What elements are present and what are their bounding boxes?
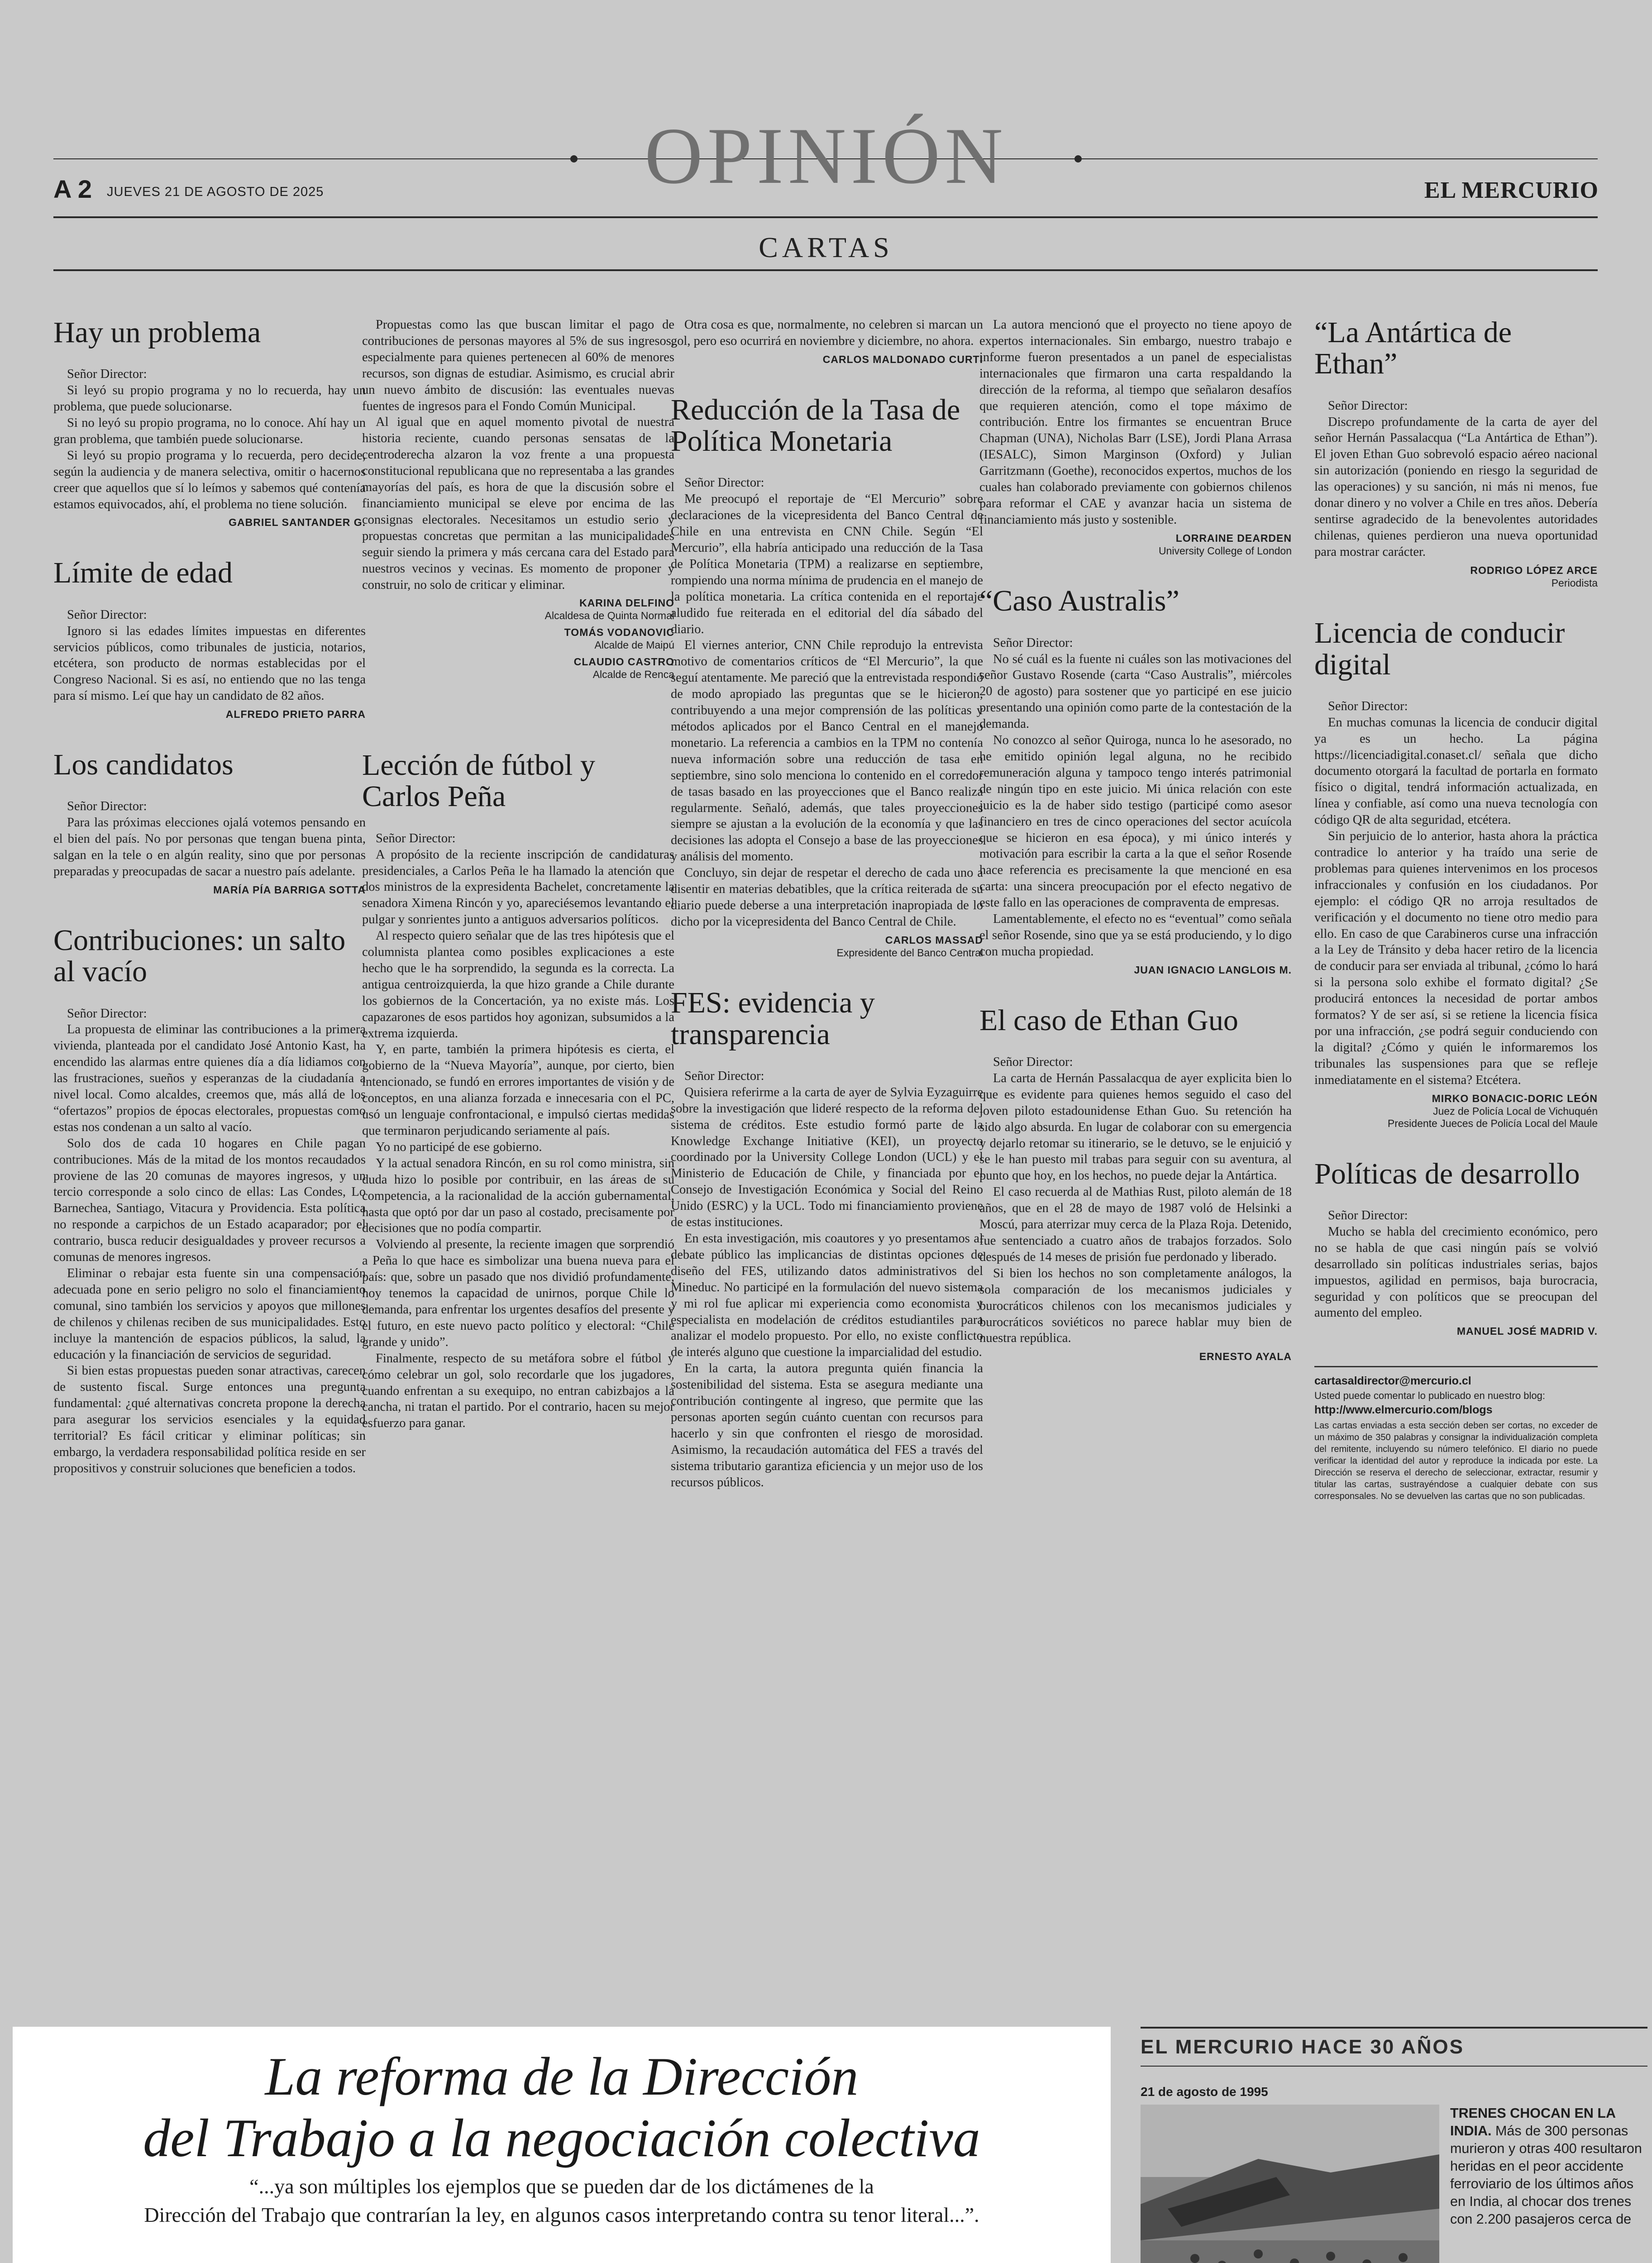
- letter-continued: [979, 317, 1292, 557]
- letter-title: El caso de Ethan Guo: [979, 1003, 1238, 1037]
- contact-blog-link[interactable]: http://www.elmercurio.com/blogs: [1314, 1403, 1493, 1416]
- letter-signature: GABRIEL SANTANDER G.: [229, 516, 366, 529]
- masthead: EL MERCURIO: [1424, 177, 1599, 203]
- letter: [1314, 1158, 1598, 1338]
- letter-signature-role: Juez de Policía Local de Vichuquén: [1432, 1105, 1598, 1117]
- contact-box: [1314, 1366, 1598, 1502]
- letter-signature: MARÍA PÍA BARRIGA SOTTA: [213, 883, 366, 896]
- issue-date: JUEVES 21 DE AGOSTO DE 2025: [107, 185, 324, 199]
- letter-paragraph: Yo no participé de ese gobierno.: [376, 1140, 542, 1154]
- letter-title: Hay un problema: [53, 316, 261, 349]
- item-30-text: [1450, 2105, 1645, 2228]
- spacer: [362, 709, 674, 750]
- letter-paragraph: El caso recuerda al de Mathias Rust, piloto alemán de 18 años, que en el 28 de mayo de 1987 voló de Helsinki a Moscú, para aterrizar muy cerca de la Plaza Roja. Detenido, fue sentenciado a cuatro años de trabajos forzados. Solo después de 14 meses de prisión fue perdonado y liberado.: [979, 1185, 1292, 1264]
- letter-salutation: Señor Director:: [67, 1006, 147, 1021]
- item-30-head: TRENES CHOCAN EN LA INDIA.: [1450, 2105, 1615, 2139]
- letter-signature: JUAN IGNACIO LANGLOIS M.: [1134, 964, 1292, 976]
- letter-paragraph: El viernes anterior, CNN Chile reprodujo la entrevista motivo de comentarios críticos de “El Mercurio”, la que seguí atentamente. Me pareció que la entrevistada respondió de modo apropiado las preguntas que se le hicieron, contribuyendo a una mejor comprensión de las políticas y métodos aplicados por el Banco Central en el manejo monetario. La referencia a cambios en la TPM no contenía nueva información sobre una reducción de tasa en septiembre, sino solo menciona lo contenido en el corredor de tasas basado en las proyecciones que el Banco realiza regularmente. Señaló, además, que tales proyecciones siempre se ajustan a la evolución de la economía y que las decisiones las adopta el Consejo a base de las proyecciones y análisis del momento.: [671, 638, 983, 864]
- letter-paragraph: La propuesta de eliminar las contribuciones a la primera vivienda, planteada por el candidato José Antonio Kast, ha encendido las alarmas entre quienes día a día lidiamos con las frustraciones, sueños y esperanzas de la ciudadanía a nivel local. Como alcaldes, creemos que, más allá de los “ofertazos” propios de épocas electorales, propuestas como estas nos condenan a un salto al vacío.: [53, 1022, 366, 1134]
- letter-paragraph: La autora mencionó que el proyecto no tiene apoyo de expertos internacionales. Sin embargo, nuestro trabajo e informe fueron presentados a un panel de especialistas internacionales que firmaron una carta respaldando la dirección de la reforma, al tiempo que señalaron desafíos que requieren atención, como el tope máximo de contribución. Entre los firmantes se encuentran Bruce Chapman (UNA), Nicholas Barr (LSE), Jordi Plana Arrasa (IESALC), Simon Marginson (Oxford) y Julian Garritzmann (Goethe), reconocidos expertos, muchos de los cuales han colaborado previamente con gobiernos chilenos para reformar el CAE y avanzar hacia un sistema de financiamiento más justo y sostenible.: [979, 318, 1292, 527]
- letter-title: Contribuciones: un salto al vacío: [53, 923, 346, 988]
- letter-paragraph: Discrepo profundamente de la carta de ayer del señor Hernán Passalacqua (“La Antártica de Ethan”). El joven Ethan Guo sobrevoló espacio aéreo nacional sin autorización (poniendo en riesgo la seguridad de las operaciones) y su sanción, ni más ni menos, fue donar dinero y no volver a Chile en tres años. Debería sentirse agradecido de la benevolentes autoridades chilenas, quienes perdieron una nueva oportunidad para mostrar carácter.: [1314, 415, 1598, 559]
- header-rule: [53, 216, 1598, 218]
- letter-salutation: Señor Director:: [376, 831, 456, 845]
- letter-signature-role: Alcaldesa de Quinta Normal: [544, 610, 674, 622]
- letter-signature: ALFREDO PRIETO PARRA: [225, 708, 366, 721]
- letter-paragraph: Lamentablemente, el efecto no es “eventual” como señala el señor Rosende, sino que ya se está produciendo, y lo digo con mucha propiedad.: [979, 912, 1292, 959]
- letter-title: Lección de fútbol y Carlos Peña: [362, 749, 595, 813]
- letter-continued: [362, 317, 674, 681]
- letter-signature: MIRKO BONACIC-DORIC LEÓN: [1432, 1092, 1598, 1104]
- letter-paragraph: Y la actual senadora Rincón, en su rol como ministra, sin duda hizo lo posible por contribuir, en las áreas de su competencia, a la racionalidad de la acción gubernamental, hasta que optó por dar un paso al costado, precisamente por decisiones que no podía compartir.: [362, 1156, 674, 1236]
- letter-signature: MANUEL JOSÉ MADRID V.: [1456, 1325, 1598, 1337]
- letter-title: “Caso Australis”: [979, 584, 1179, 618]
- feature-article: [13, 2027, 1111, 2263]
- letter: [1314, 317, 1598, 589]
- contact-rules: Las cartas enviadas a esta sección deben ser cortas, no exceder de un máximo de 350 palabras y consignar la individualización completa del remitente, incluyendo su número telefónico. El diario no puede verificar la identidad del autor y reproduce la indicada por este. La Dirección se reserva el derecho de seleccionar, extractar, resumir y titular las cartas, sustrayéndose a cualquier debate con sus corresponsales. No se devuelven las cartas que no son publicadas.: [1314, 1420, 1598, 1501]
- letter-salutation: Señor Director:: [1328, 699, 1408, 713]
- letter-signature-role: Alcalde de Renca: [592, 668, 674, 680]
- letter-signature: LORRAINE DEARDEN: [1175, 532, 1292, 544]
- letter-paragraph: Concluyo, sin dejar de respetar el derecho de cada uno a disentir en materias debatibles, que la crítica reiterada de su diario puede deberse a una interpretación inapropiada de lo dicho por la vicepresidenta del Banco Central de Chile.: [671, 866, 983, 929]
- letter-paragraph: No sé cuál es la fuente ni cuáles son las motivaciones del señor Gustavo Rosende (carta “Caso Australis”, miércoles 20 de agosto) para sostener que yo participé en ese juicio presentando una opinión como parte de la contestación de la demanda.: [979, 652, 1292, 731]
- letter: [979, 585, 1292, 976]
- sidebar-title: EL MERCURIO HACE 30 AÑOS: [1141, 2036, 1464, 2058]
- letters-column-1: [53, 317, 366, 1477]
- letter-signature-role: Alcalde de Maipú: [594, 639, 674, 651]
- letter-paragraph: Sin perjuicio de lo anterior, hasta ahora la práctica contradice lo anterior y ha traído una serie de problemas para quienes intervenimos en los procesos infraccionales y confusión en los ciudadanos. Por ejemplo: el código QR no arroja resultados de verificación y el documento no tiene otro medio para ello. En caso de que Carabineros curse una infracción a la Ley de Tránsito y deba hacer retiro de la licencia de conducir para ser enviada al tribunal, ¿cómo lo hará si la persona solo exhibe el formato digital? ¿Se producirá entonces la necesidad de portar ambos formatos? Y de ser así, si se retiene la licencia física por una infracción, ¿se podrá seguir conduciendo con la digital? ¿Cómo y quién le informaremos los tribunales las suspensiones para que se refleje inmediatamente en el sistema? Etcétera.: [1314, 829, 1598, 1087]
- header-bottom-rule: [53, 269, 1598, 271]
- date-30: 21 de agosto de 1995: [1141, 2085, 1268, 2099]
- letter-paragraph: La carta de Hernán Passalacqua de ayer explicita bien lo que es evidente para quienes hemos seguido el caso del joven piloto estadounidense Ethan Guo. Su retención ha sido algo absurda. En lugar de colaborar con su emergencia y dejarlo retomar su itinerario, se le detuvo, se le enjuició y se le han puesto mil trabas para seguir con su aventura, al punto que hoy, en los hechos, no puede dejar la Antártica.: [979, 1071, 1292, 1183]
- letter-salutation: Señor Director:: [1328, 1208, 1408, 1223]
- letter-signature: CLAUDIO CASTRO: [573, 655, 674, 668]
- letter-paragraph: A propósito de la reciente inscripción de candidaturas presidenciales, a Carlos Peña le ha llamado la atención que dos ministros de la expresidenta Bachelet, concretamente la senadora Ximena Rincón y yo, apareciésemos levantando el pulgar y sonrientes junto a antiguos adversarios políticos.: [362, 847, 674, 927]
- letter-signature-role: Expresidente del Banco Central: [836, 946, 983, 959]
- letter-paragraph: No conozco al señor Quiroga, nunca lo he asesorado, no he emitido opinión legal alguna, no he recibido remuneración alguna y tampoco tengo interés patrimonial de ningún tipo en este juicio. Mi única relación con este juicio es la de haber sido testigo (participé como asesor financiero en tres de cinco operaciones del sector acuícola que se hicieron en esa época), y mi único interés y motivación para escribir la carta a la que el señor Rosende hace referencia es precisamente la que mencioné en esa carta: una sincera preocupación por el efecto negativo de este fallo en las operaciones de compraventa de empresas.: [979, 733, 1292, 910]
- letter-title: Reducción de la Tasa de Política Monetaria: [671, 393, 960, 458]
- letter-paragraph: Si leyó su propio programa y no lo recuerda, hay un problema, que puede solucionarse.: [53, 383, 366, 414]
- letter-continued: [671, 317, 983, 366]
- letter-salutation: Señor Director:: [684, 476, 764, 490]
- letter-title: FES: evidencia y transparencia: [671, 986, 875, 1051]
- letter-paragraph: En esta investigación, mis coautores y yo presentamos al debate público las implicancias de distintas opciones de diseño del FES, utilizando datos administrativos del Mineduc. No participé en la formulación del nuevo sistema y mi rol fue aplicar mi experiencia como economista y especialista en modelación de créditos estudiantiles para analizar el modelo propuesto. Por ello, no existe conflicto de interés alguno que cuestione la imparcialidad del estudio.: [671, 1231, 983, 1360]
- letter-signature: RODRIGO LÓPEZ ARCE: [1470, 564, 1598, 576]
- letter-salutation: Señor Director:: [67, 367, 147, 382]
- item-30-body: Más de 300 personas murieron y otras 400 resultaron heridas en el peor accidente ferroviario de los últimos años en India, al chocar dos trenes con 2.200 pasajeros cerca de: [1450, 2123, 1642, 2227]
- letter-signature: CARLOS MASSAD: [885, 934, 983, 946]
- letter-title: Límite de edad: [53, 556, 233, 590]
- letter-paragraph: Otra cosa es que, normalmente, no celebren si marcan un gol, pero eso ocurrirá en noviembre y diciembre, no ahora.: [671, 318, 983, 348]
- letters-column-4: [979, 317, 1292, 1363]
- letters-column-3: [671, 317, 983, 1490]
- letter: [362, 750, 674, 1432]
- subsection-title: CARTAS: [759, 231, 893, 263]
- letter-paragraph: Para las próximas elecciones ojalá votemos pensando en el bien del país. No por personas que tengan buena pinta, salgan en la tele o en algún reality, sino que por personas preparadas y preocupadas de sacar a nuestro país adelante.: [53, 816, 366, 879]
- letter: [1314, 617, 1598, 1130]
- letter-title: “La Antártica de Ethan”: [1314, 316, 1512, 381]
- letter-title: Políticas de desarrollo: [1314, 1157, 1580, 1190]
- letter: [979, 1005, 1292, 1364]
- letter-salutation: Señor Director:: [67, 799, 147, 814]
- letter-salutation: Señor Director:: [684, 1069, 764, 1083]
- letter-salutation: Señor Director:: [1328, 398, 1408, 413]
- page-number: A 2: [53, 175, 92, 203]
- letter-signature: CARLOS MALDONADO CURTI: [822, 353, 983, 365]
- feature-title-line-1: La reforma de la Dirección: [265, 2046, 859, 2106]
- letter-paragraph: En muchas comunas la licencia de conducir digital ya es un hecho. La página https://licenciadigital.conaset.cl/ señala que dicho documento otorgará la facultad de portarla en formato físico o digital, tendrá información actualizada, en línea y confiable, así como una nueva tecnología con código QR de alta seguridad, etcétera.: [1314, 715, 1598, 827]
- letter-signature: KARINA DELFINO: [579, 597, 674, 609]
- train-wreck-icon: [1141, 2105, 1439, 2263]
- letter-signature: TOMÁS VODANOVIC: [564, 626, 674, 638]
- letter-paragraph: Si leyó su propio programa y lo recuerda, pero decide, según la audiencia y de manera selectiva, omitir o hacernos creer que aquellos que sí lo leímos y sabemos qué contenía estamos equivocados, ahí, el problema no tiene solución.: [53, 448, 366, 511]
- history-sidebar: [1141, 2027, 1647, 2263]
- letter: [53, 317, 366, 529]
- item-30-wrap: [1141, 2105, 1647, 2263]
- letter-paragraph: Y, en parte, también la primera hipótesis es cierta, el gobierno de la “Nueva Mayoría”, aunque, por cierto, bien intencionado, se fundó en errores importantes de visión y de conceptos, en una alianza forzada e innecesaria con el PC, usó un lenguaje confrontacional, e impulsó ciertas medidas que terminaron perjudicando seriamente al país.: [362, 1042, 674, 1138]
- train-photo: [1141, 2105, 1439, 2263]
- letter-paragraph: En la carta, la autora pregunta quién financia la sostenibilidad del sistema. Esta se asegura mediante una contribución contingente al ingreso, que permite que las personas aporten según cuánto cuentan con recursos para hacerlo y sin que confronten el riesgo de morosidad. Asimismo, la recaudación automática del FES a través del sistema tributario garantiza eficiencia y un mejor uso de los recursos públicos.: [671, 1361, 983, 1490]
- section-title: OPINIÓN: [645, 111, 1007, 201]
- letter-paragraph: Al igual que en aquel momento pivotal de nuestra historia reciente, cuando personas sensatas de la centroderecha alzaron la voz frente a una propuesta constitucional republicana que no representaba a las grandes mayorías del país, es hora de que la discusión sobre el financiamiento municipal se eleve por encima de las consignas electorales. Necesitamos un estudio serio y propuestas concretas que permitan a las municipalidades seguir siendo la primera y más cercana cara del Estado para nuestros vecinos y vecinas. Es momento de proponer y construir, no solo de criticar y eliminar.: [362, 415, 674, 592]
- letters-column-2: [362, 317, 674, 1432]
- contact-email[interactable]: cartasaldirector@mercurio.cl: [1314, 1375, 1471, 1388]
- sidebar-header: [1141, 2027, 1647, 2067]
- letter-paragraph: Volviendo al presente, la reciente imagen que sorprendió a Peña lo que hace es simbolizar una buena nueva para el país: que, sobre un pasado que nos dividió profundamente, hoy tenemos la capacidad de unirnos, porque Chile lo demanda, para enfrentar los urgentes desafíos del presente y el futuro, en este nuevo pacto político y electoral: “Chile grande y unido”.: [362, 1237, 674, 1349]
- contact-blog-intro: Usted puede comentar lo publicado en nuestro blog:: [1314, 1390, 1546, 1402]
- feature-dek-line-2: Dirección del Trabajo que contrarían la ley, en algunos casos interpretando contra su tenor literal...”.: [144, 2203, 979, 2226]
- letter-signature-role: Periodista: [1551, 577, 1598, 589]
- letter-signature-role: University College of London: [1158, 544, 1292, 557]
- letter-paragraph: Si no leyó su propio programa, no lo conoce. Ahí hay un gran problema, que también puede solucionarse.: [53, 416, 366, 446]
- letters-column-5: [1314, 317, 1598, 1502]
- letter-salutation: Señor Director:: [67, 607, 147, 622]
- letter-paragraph: Propuestas como las que buscan limitar el pago de contribuciones de personas mayores al 5% de sus ingresos, especialmente para quienes pertenecen al 60% de menores recursos, son dignas de estudiar. Asimismo, es crucial abrir un nuevo ámbito de discusión: las eventuales nuevas fuentes de ingresos para el Fondo Común Municipal.: [362, 318, 674, 413]
- letter-paragraph: Mucho se habla del crecimiento económico, pero no se habla de que casi ningún país se volvió desarrollado sin políticas industriales serias, bajos impuestos, agilidad en permisos, baja burocracia, seguridad y con políticos que se preocupan del aumento del empleo.: [1314, 1224, 1598, 1320]
- feature-dek: [58, 2172, 1065, 2229]
- letter-signature: ERNESTO AYALA: [1199, 1351, 1292, 1363]
- letter-paragraph: Finalmente, respecto de su metáfora sobre el fútbol y cómo celebrar un gol, solo recordarle que los jugadores, cuando enfrentan a su exequipo, no entran cabizbajos a la cancha, ni tratan el partido. Por el contrario, hacen su mejor esfuerzo para ganar.: [362, 1351, 674, 1431]
- letter-paragraph: Quisiera referirme a la carta de ayer de Sylvia Eyzaguirre sobre la investigación que lideré respecto de la reforma del sistema de créditos. Este estudio formó parte de la Knowledge Exchange Initiative (KEI), un proyecto coordinado por la University College London (UCL) y el Ministerio de Educación de Chile, y financiada por el Consejo de Investigación Económica y Social del Reino Unido (ESRC) y la UCL. Todo mi financiamiento proviene de estas instituciones.: [671, 1085, 983, 1230]
- letter: [671, 987, 983, 1490]
- feature-dek-line-1: “...ya son múltiples los ejemplos que se pueden dar de los dictámenes de la: [249, 2175, 874, 2198]
- letter-salutation: Señor Director:: [993, 1055, 1073, 1069]
- letter: [671, 394, 983, 960]
- letter-paragraph: Me preocupó el reportaje de “El Mercurio” sobre declaraciones de la vicepresidenta del Banco Central de Chile en una entrevista en CNN Chile. Según “El Mercurio”, ella habría anticipado una reducción de la Tasa de Política Monetaria (TPM) a realizarse en septiembre, rompiendo una norma mínima de prudencia en el manejo de la política monetaria. La crítica contenida en el reportaje aludido fue reiterada en el editorial del día sábado del diario.: [671, 492, 983, 636]
- letter-title: Los candidatos: [53, 748, 234, 782]
- letter: [53, 749, 366, 897]
- letter-paragraph: Si bien estas propuestas pueden sonar atractivas, carecen de sustento fiscal. Surge entonces una pregunta fundamental: ¿qué alternativas concreta propone la derecha para asegurar los servicios esenciales y la equidad territorial? Es fácil criticar y eliminar políticas; sin embargo, la verdadera responsabilidad política reside en ser propositivos y construir soluciones que beneficien a todos.: [53, 1364, 366, 1475]
- letter-paragraph: Si bien los hechos no son completamente análogos, la sola comparación de los mecanismos judiciales y burocráticos chilenos con los mecanismos judiciales y burocráticos soviéticos no parece hablar muy bien de nuestra república.: [979, 1266, 1292, 1346]
- letter-title: Licencia de conducir digital: [1314, 616, 1565, 681]
- letter-paragraph: Ignoro si las edades límites impuestas en diferentes servicios públicos, como tribunales de justicia, notarios, etcétera, son producto de normas establecidas por el Congreso Nacional. Si es así, no entiendo que no las tenga para sí mismo. Leí que hay un candidato de 82 años.: [53, 624, 366, 703]
- feature-title: [13, 2046, 1111, 2168]
- letter-paragraph: Eliminar o rebajar esta fuente sin una compensación adecuada pone en serio peligro no solo el financiamiento comunal, sino también los servicios y apoyos que millones de chilenos y chilenas reciben de sus municipalidades. Esto incluye la mantención de espacios públicos, la salud, la educación y la financiación de servicios de seguridad.: [53, 1266, 366, 1362]
- letter-paragraph: Solo dos de cada 10 hogares en Chile pagan contribuciones. Más de la mitad de los montos recaudados proviene de las 20 comunas de mayores ingresos, y un tercio corresponde a solo cinco de ellas: Las Condes, Lo Barnechea, Santiago, Vitacura y Providencia. Esta política no responde a carpichos de un Estado acaparador; por el contrario, busca reducir desigualdades y proveer recursos a comunas de menores ingresos.: [53, 1136, 366, 1265]
- letter: [53, 925, 366, 1477]
- letter-paragraph: Al respecto quiero señalar que de las tres hipótesis que el columnista plantea como posibles explicaciones a este hecho que le ha sorprendido, la segunda es la correcta. La antigua centroizquierda, la que hizo grande a Chile durante los gobiernos de la Concertación, ya no existe más. Los capazarones de esos partidos hoy agonizan, subsumidos a la extrema izquierda.: [362, 929, 674, 1041]
- letter-salutation: Señor Director:: [993, 635, 1073, 650]
- feature-title-line-2: del Trabajo a la negociación colectiva: [143, 2107, 980, 2168]
- letter: [53, 557, 366, 721]
- letter-signature-role: Presidente Jueces de Policía Local del Maule: [1387, 1117, 1598, 1130]
